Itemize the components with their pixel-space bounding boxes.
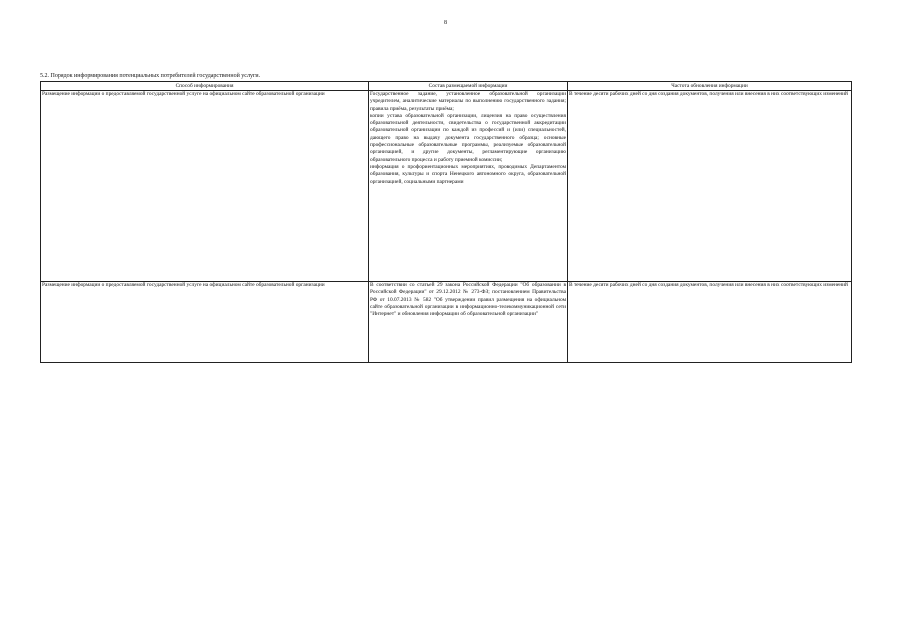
method-cell: Размещение информации о предоставляемой государственной услуге на официальном сайте образовательной организации [41,91,369,282]
table-row [41,282,852,363]
table-header-row [41,82,852,91]
frequency-cell: В течение десяти рабочих дней со дня создания документов, получения или внесения в них соответствующих изменений [568,282,852,363]
information-table [40,81,852,363]
frequency-cell: В течение десяти рабочих дней со дня создания документов, получения или внесения в них соответствующих изменений [568,91,852,282]
page-number: 8 [444,20,447,26]
content-cell [369,91,568,282]
column-header-frequency: Частота обновления информации [568,82,852,91]
content-cell [369,282,568,363]
section-title: 5.2. Порядок информирования потенциальных потребителей государственной услуги. [40,73,261,79]
column-header-content: Состав размещаемой информации [369,82,568,91]
content-paragraph: В соответствии со статьей 29 закона Российской Федерации "Об образовании в Российской Федерации" от 29.12.2012 № 273-ФЗ; постановлением Правительства РФ от 10.07.2013 № 582 "Об утверждении правил размещения на официальном сайте образовательной организации в информационно-телекоммуникационной сети "Интернет" и обновления информации об образовательной организации" [370,282,566,318]
table-row [41,91,852,282]
method-cell: Размещение информации о предоставляемой государственной услуге на официальном сайте образовательной организации [41,282,369,363]
column-header-method: Способ информирования [41,82,369,91]
content-paragraph: копии устава образовательной организации, лицензия на право осуществления образовательной деятельности, свидетельства о государственной аккредитации образовательной организации по каждой из профессий и (или) специальностей, дающего право на выдачу документа государственного образца; основные профессиональные образовательные программы, реализуемые образовательной организацией, и другие документы, регламентирующие организацию образовательного процесса и работу приемной комиссии; [370,112,566,163]
content-paragraph: информация о профориентационных мероприятиях, проводимых Департаментом образования, культуры и спорта Ненецкого автономного округа, образовательной организацией, социальными партнерами [370,163,566,185]
content-paragraph: Государственное задание, установленное образовательной организации учредителем, аналитические материалы по выполнению государственного задания; правила приёма, результаты приёма; [370,91,566,112]
